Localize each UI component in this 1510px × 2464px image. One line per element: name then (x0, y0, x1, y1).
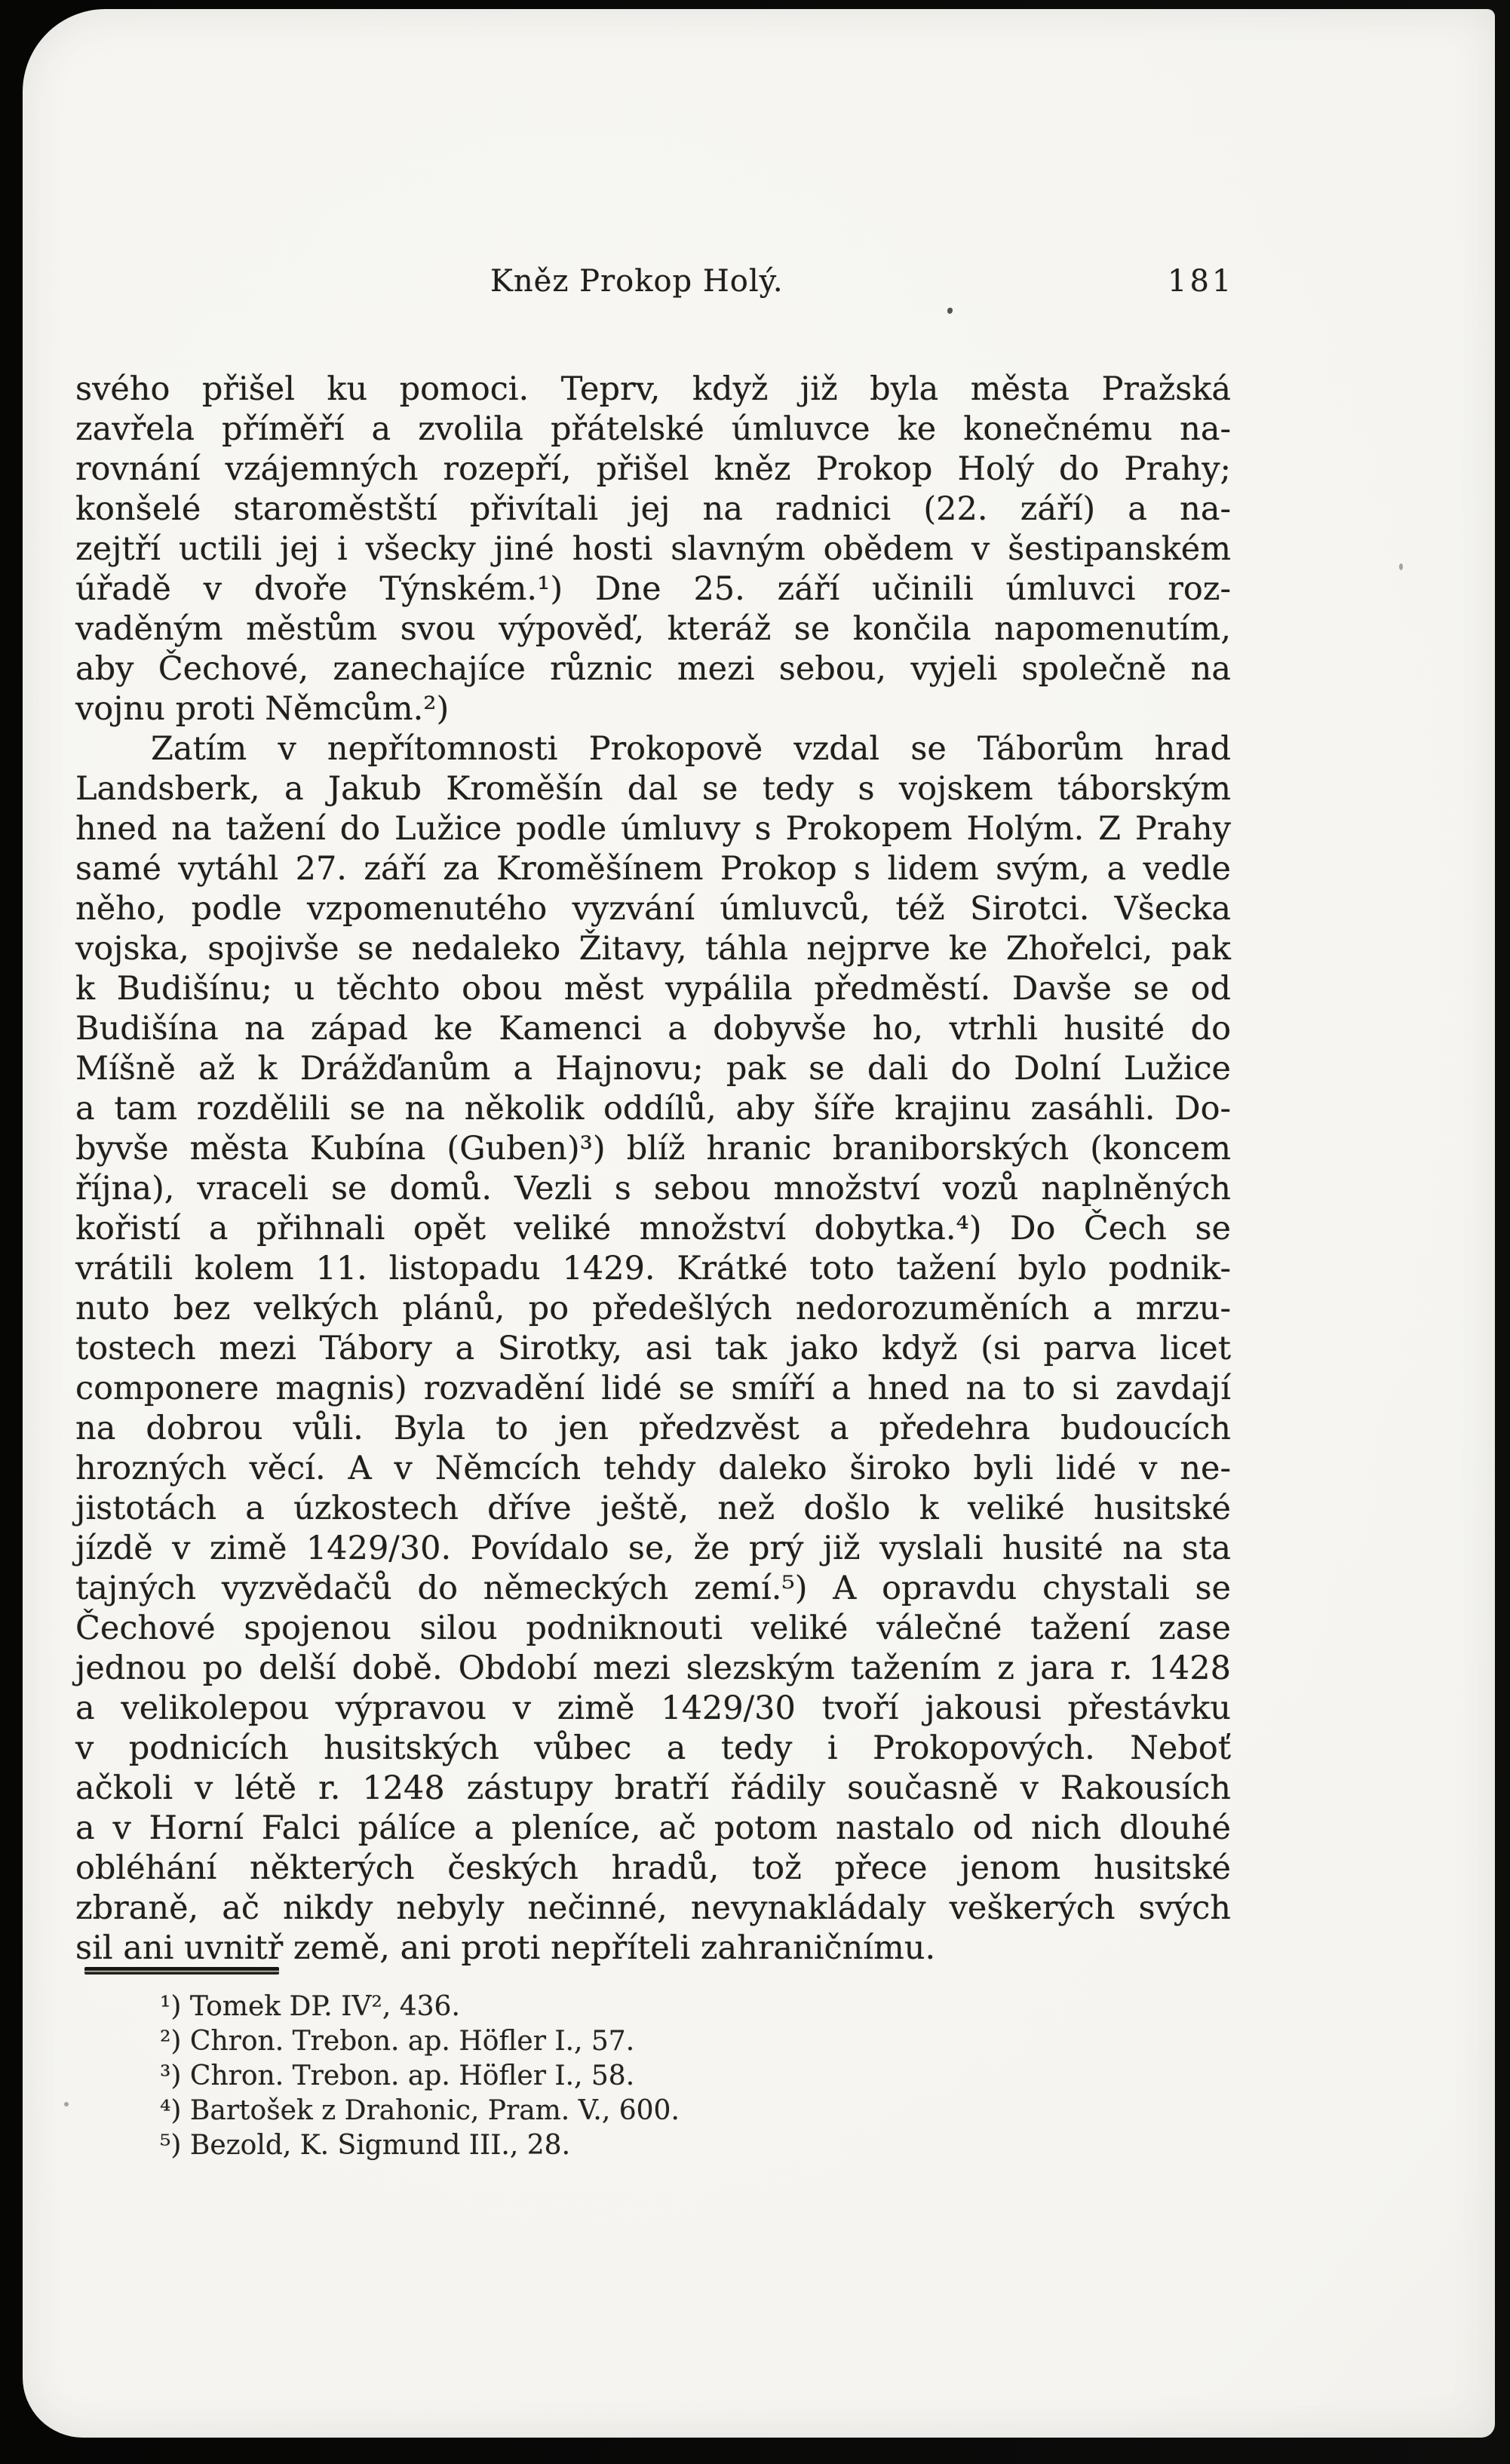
footnote-line: ⁴) Bartošek z Drahonic, Pram. V., 600. (160, 2095, 680, 2126)
scan-speck (1399, 563, 1403, 570)
page-title: Kněz Prokop Holý. (490, 264, 784, 299)
running-header (23, 264, 1495, 309)
text-line: tostech mezi Tábory a Sirotky, asi tak jako když (si parva licet (75, 1330, 1231, 1367)
footnote-line: ⁵) Bezold, K. Sigmund III., 28. (160, 2130, 571, 2161)
text-line: zavřela příměří a zvolila přátelské úmluvce ke konečnému na- (75, 410, 1231, 448)
text-line: a tam rozdělili se na několik oddílů, aby šíře krajinu zasáhli. Do- (75, 1090, 1231, 1128)
text-line: obléhání některých českých hradů, tož přece jenom husitské (75, 1849, 1231, 1887)
text-line: samé vytáhl 27. září za Kroměšínem Prokop s lidem svým, a vedle (75, 850, 1231, 888)
text-line: něho, podle vzpomenutého vyzvání úmluvců, též Sirotci. Všecka (75, 890, 1231, 928)
footnote-line: ³) Chron. Trebon. ap. Höfler I., 58. (160, 2060, 635, 2091)
text-line: vojnu proti Němcům.²) (75, 690, 450, 728)
text-line: rovnání vzájemných rozepří, přišel kněz Prokop Holý do Prahy; (75, 450, 1231, 488)
footnote-separator-rule (84, 1967, 279, 1975)
text-line: componere magnis) rozvadění lidé se smíří a hned na to si zavdají (75, 1370, 1231, 1407)
text-line: konšelé staroměstští přivítali jej na radnici (22. září) a na- (75, 490, 1231, 528)
text-line: v podnicích husitských vůbec a tedy i Prokopových. Neboť (75, 1729, 1231, 1767)
text-line: ačkoli v létě r. 1248 zástupy bratří řádily současně v Rakousích (75, 1769, 1231, 1807)
footnote-line: ¹) Tomek DP. IV², 436. (160, 1991, 460, 2022)
text-line: hrozných věcí. A v Němcích tehdy daleko široko byli lidé v ne- (75, 1450, 1231, 1487)
text-line: a velikolepou výpravou v zimě 1429/30 tvoří jakousi přestávku (75, 1689, 1231, 1727)
text-line: jednou po delší době. Období mezi slezským tažením z jara r. 1428 (75, 1649, 1231, 1687)
text-line: Míšně až k Drážďanům a Hajnovu; pak se dali do Dolní Lužice (75, 1050, 1231, 1088)
text-line: na dobrou vůli. Byla to jen předzvěst a předehra budoucích (75, 1410, 1231, 1447)
page-number: 181 (1168, 264, 1235, 299)
ink-dot (947, 308, 953, 314)
text-line: Čechové spojenou silou podniknouti veliké válečné tažení zase (75, 1609, 1231, 1647)
text-line: října), vraceli se domů. Vezli s sebou množství vozů naplněných (75, 1170, 1231, 1207)
text-line: svého přišel ku pomoci. Teprv, když již byla města Pražská (75, 370, 1231, 408)
text-line: tajných vyzvědačů do německých zemí.⁵) A opravdu chystali se (75, 1570, 1231, 1607)
scan-speck (64, 2102, 69, 2107)
book-page-scan (23, 9, 1495, 2438)
body-text (75, 370, 1231, 1968)
text-line: hned na tažení do Lužice podle úmluvy s Prokopem Holým. Z Prahy (75, 810, 1231, 848)
text-line: aby Čechové, zanechajíce různic mezi sebou, vyjeli společně na (75, 650, 1231, 688)
footnotes (75, 1990, 1131, 2163)
text-line: nuto bez velkých plánů, po předešlých nedorozuměních a mrzu- (75, 1290, 1231, 1327)
text-line: k Budišínu; u těchto obou měst vypálila předměstí. Davše se od (75, 970, 1231, 1008)
text-line: úřadě v dvoře Týnském.¹) Dne 25. září učinili úmluvci roz- (75, 570, 1231, 608)
text-line: kořistí a přihnali opět veliké množství dobytka.⁴) Do Čech se (75, 1210, 1231, 1247)
text-line: vojska, spojivše se nedaleko Žitavy, táhla nejprve ke Zhořelci, pak (75, 930, 1231, 968)
text-line: byvše města Kubína (Guben)³) blíž hranic braniborských (koncem (75, 1130, 1231, 1168)
text-line: jízdě v zimě 1429/30. Povídalo se, že prý již vyslali husité na sta (75, 1530, 1231, 1567)
text-line: vrátili kolem 11. listopadu 1429. Krátké toto tažení bylo podnik- (75, 1250, 1231, 1287)
text-line: zbraně, ač nikdy nebyly nečinné, nevynakládaly veškerých svých (75, 1889, 1231, 1927)
text-line: zejtří uctili jej i všecky jiné hosti slavným obědem v šestipanském (75, 530, 1231, 568)
text-line: Budišína na západ ke Kamenci a dobyvše ho, vtrhli husité do (75, 1010, 1231, 1048)
footnote-line: ²) Chron. Trebon. ap. Höfler I., 57. (160, 2026, 635, 2057)
text-line: vaděným městům svou výpověď, kteráž se končila napomenutím, (75, 610, 1231, 648)
text-line: Landsberk, a Jakub Kroměšín dal se tedy s vojskem táborským (75, 770, 1231, 808)
text-line: a v Horní Falci pálíce a pleníce, ač potom nastalo od nich dlouhé (75, 1809, 1231, 1847)
text-line: sil ani uvnitř země, ani proti nepříteli zahraničnímu. (75, 1929, 936, 1967)
text-line: jistotách a úzkostech dříve ještě, než došlo k veliké husitské (75, 1490, 1231, 1527)
text-line: Zatím v nepřítomnosti Prokopově vzdal se Táborům hrad (151, 730, 1231, 768)
